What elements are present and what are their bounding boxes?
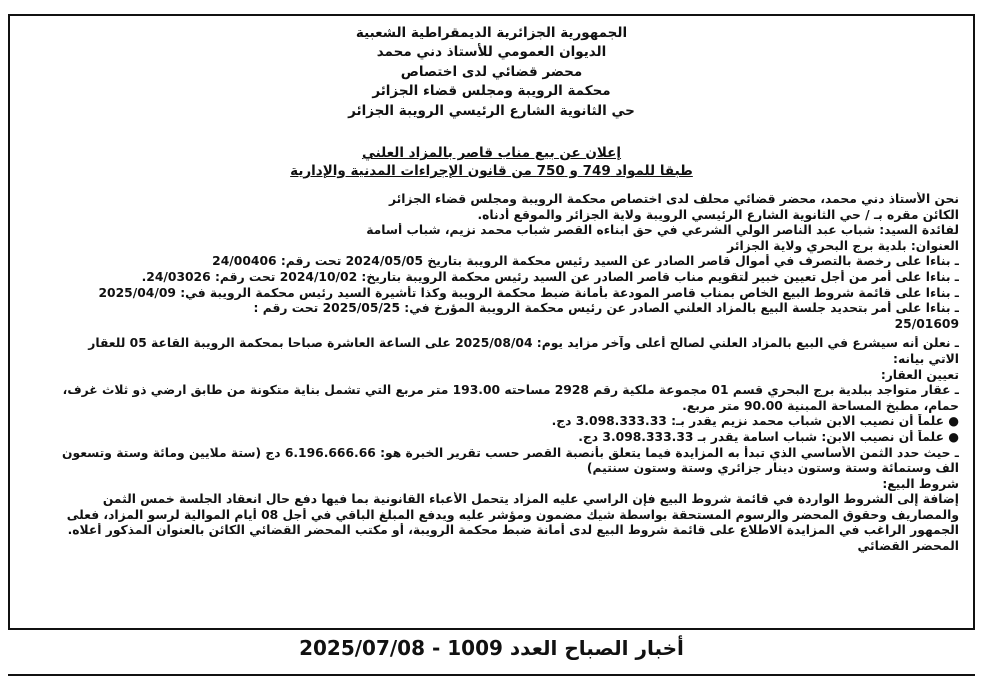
header-line: الديوان العمومي للأستاذ دني محمد [376, 44, 607, 61]
announcement-body [24, 192, 959, 555]
legal-basis-item: ـ بناءا على أمر بتحديد جلسة البيع بالمزاد العلني الصادر عن رئيس محكمة الرويبة المؤرخ في: 2025/05/25 تحت رقم : [253, 301, 959, 316]
auction-announcement: ـ نعلن أنه سيشرع في البيع بالمزاد العلني لصالح أعلى وآخر مزايد يوم: 2025/08/04 على الساعة العاشرة صباحا بمحكمة الرويبة القاعة 05 للعقار [88, 336, 959, 351]
legal-basis-item: ـ بناءا على قائمة شروط البيع الخاص بمناب قاصر المودعة بأمانة ضبط محكمة الرويبة وكذا تأشيرة السيد رئيس محكمة الرويبة في: 2025/04/09 [98, 285, 959, 300]
intro-line: لفائدة السيد: شباب عبد الناصر الولي الشرعي في حق ابناءه القصر شباب محمد نزيم، شباب أسامة [366, 223, 959, 238]
header-line: محكمة الرويبة ومجلس قضاء الجزائر [372, 83, 611, 100]
intro-line: نحن الأستاذ دني محمد، محضر قضائي محلف لدى اختصاص محكمة الرويبة ومجلس قضاء الجزائر [388, 192, 959, 206]
auction-announcement: الاتي بيانه: [893, 351, 959, 366]
conditions-line: الجمهور الراغب في المزايدة الاطلاع على قائمة شروط البيع لدى أمانة ضبط محكمة الرويبة، أو مكتب المحضر القضائي الكائن بالعنوان المذكور أعلاه. [67, 523, 959, 538]
header-line: محضر قضائي لدى اختصاص [400, 63, 583, 80]
base-price-line: الف وستمائة وستة وستون دينار جزائري وستة وستون سنتيم) [586, 461, 959, 476]
signature: المحضر القضائي [857, 539, 959, 554]
issuer-header [10, 24, 973, 121]
announcement-titles [10, 144, 973, 180]
conditions-line: إضافة إلى الشروط الواردة في قائمة شروط البيع فإن الراسي عليه المزاد يتحمل الأعباء القانونية بما فيها دفع حال انعقاد الجلسة خمس الثمن [102, 492, 959, 507]
legal-basis-item: ـ بناءا على أمر من أجل تعيين خبير لتقويم مناب قاصر الصادر عن السيد رئيس محكمة الرويبة بتاريخ: 2024/10/02 تحت رقم: 24/03026. [141, 269, 959, 284]
intro-line: العنوان: بلدية برج البحري ولاية الجزائر [727, 238, 959, 253]
legal-basis-item: 25/01609 [894, 316, 959, 331]
newspaper-footer [8, 630, 975, 676]
header-line: حي الثانوية الشارع الرئيسي الرويبة الجزائر [348, 102, 635, 119]
share-line: ● علماً أن نصيب الابن شباب محمد نزيم يقدر بـ: 3.098.333.33 دج. [551, 414, 959, 429]
property-description: حمام، مطبخ المساحة المبنية 90.00 متر مربع. [682, 398, 959, 413]
intro-line: الكائن مقره بـ / حي الثانوية الشارع الرئيسي الرويبة ولاية الجزائر والموقع أدناه. [477, 207, 959, 222]
property-description: ـ عقار متواجد ببلدية برج البحري قسم 01 مجموعة ملكية رقم 2928 مساحته 193.00 متر مربع التي تشمل بناية متكونة من طابق ارضي ذو ثلاث غرف، [62, 383, 959, 398]
announcement-title: إعلان عن بيع مناب قاصر بالمزاد العلني [361, 145, 622, 161]
conditions-heading: شروط البيع: [882, 476, 959, 491]
announcement-subtitle: طبقا للمواد 749 و 750 من قانون الإجراءات المدنية والإدارية [290, 163, 693, 179]
issue-info: أخبار الصباح العدد 1009 - 2025/07/08 [299, 636, 684, 660]
legal-basis-item: ـ بناءا على رخصة بالتصرف في أموال قاصر الصادر عن السيد رئيس محكمة الرويبة بتاريخ 2024/05/05 تحت رقم: 24/00406 [212, 254, 959, 269]
property-heading: تعيين العقار: [880, 367, 959, 382]
base-price-line: ـ حيث حدد الثمن الأساسي الذي تبدأ به المزايدة فيما يتعلق بأنصبة القصر حسب تقرير الخبرة هو: 6.196.666.66 دج (ستة ملايين ومائة وستة وتسعون [62, 445, 959, 460]
announcement-frame [8, 14, 975, 630]
share-line: ● علماً أن نصيب الابن: شباب اسامة يقدر بـ 3.098.333.33 دج. [578, 429, 959, 444]
conditions-line: والمصاريف وحقوق المحضر والرسوم المستحقة بواسطة شيك مضمون ومؤشر عليه ويدفع المبلغ الباقي في أجل 08 أيام الموالية لرسو المزاد، فعلى [66, 507, 959, 522]
header-line: الجمهورية الجزائرية الديمقراطية الشعبية [355, 25, 628, 41]
